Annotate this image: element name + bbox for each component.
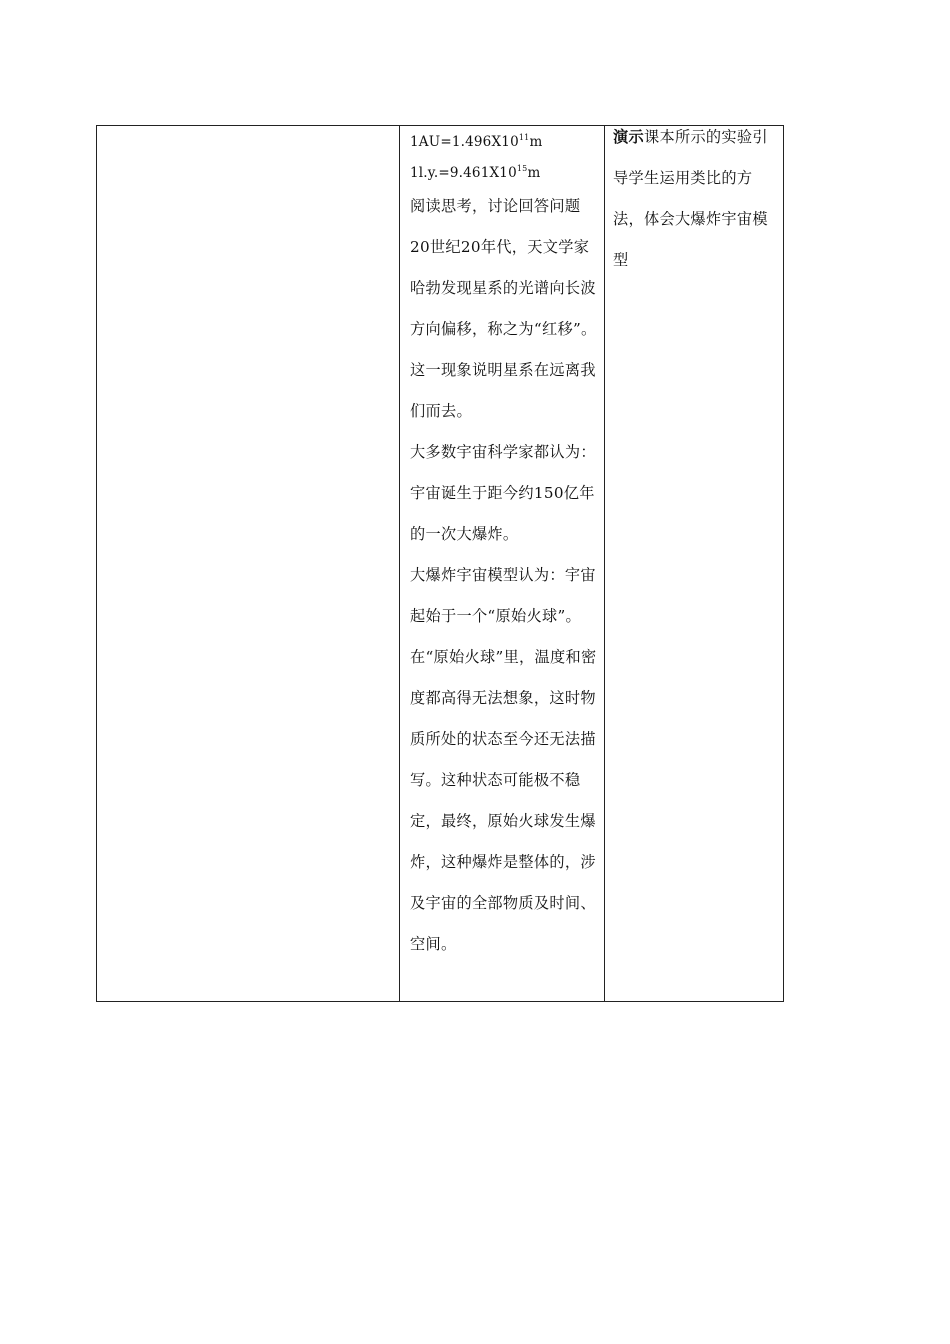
demo-label: 演示 <box>613 128 644 146</box>
au-value: 1AU=1.496X10 <box>410 134 519 150</box>
paragraph-reading-task: 阅读思考，讨论回答问题 <box>410 197 581 215</box>
light-year-definition <box>410 154 598 188</box>
demo-note <box>605 117 783 281</box>
paragraph-big-bang-model: 大爆炸宇宙模型认为：宇宙起始于一个“原始火球”。在“原始火球”里，温度和密度都高得无法想象，这时物质所处的状态至今还无法描写。这种状态可能极不稳定，最终，原始火球发生爆炸，这种爆炸是整体的，涉及宇宙的全部物质及时间、空间。 <box>410 566 597 953</box>
table-cell-teacher-activity <box>605 126 784 1002</box>
paragraph-redshift: 20世纪20年代，天文学家哈勃发现星系的光谱向长波方向偏移，称之为“红移”。这一现象说明星系在远离我们而去。 <box>410 238 597 420</box>
table-cell-student-activity <box>400 126 605 1002</box>
table-row <box>97 126 784 1002</box>
au-exponent: 11 <box>518 133 530 142</box>
ly-unit: m <box>527 165 541 181</box>
au-definition <box>410 126 598 154</box>
lesson-table <box>96 125 784 1002</box>
au-unit: m <box>529 134 543 150</box>
table-cell-empty <box>97 126 400 1002</box>
paragraph-scientists-view: 大多数宇宙科学家都认为：宇宙诞生于距今约150亿年的一次大爆炸。 <box>410 443 596 543</box>
demo-text: 课本所示的实验引导学生运用类比的方法，体会大爆炸宇宙模型 <box>613 128 768 269</box>
ly-value: 1l.y.=9.461X10 <box>410 165 517 181</box>
ly-exponent: 15 <box>516 164 528 173</box>
